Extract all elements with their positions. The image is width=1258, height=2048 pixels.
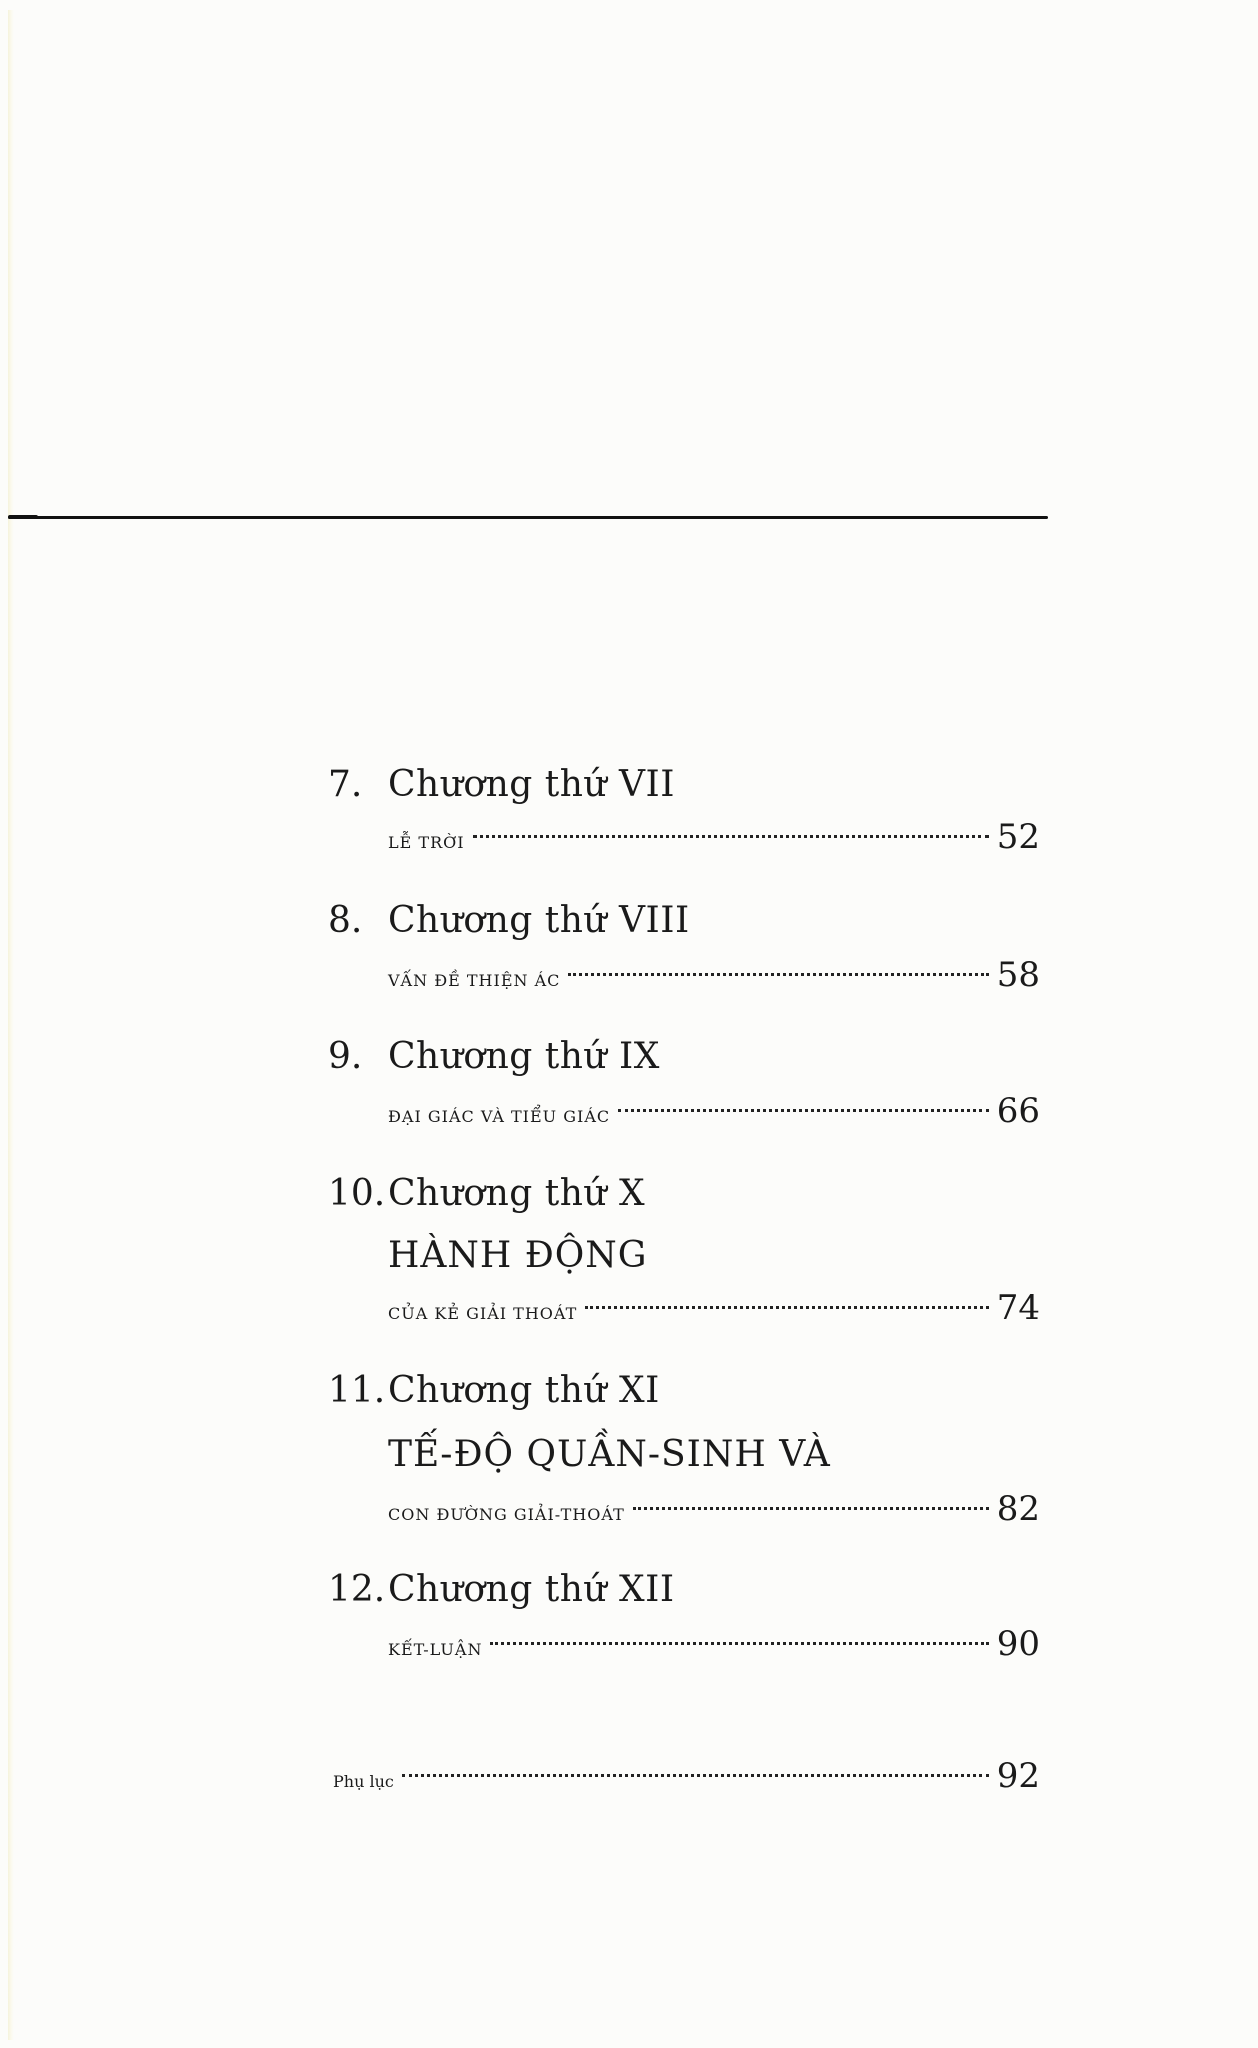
dot-leader <box>633 1507 989 1510</box>
dot-leader <box>585 1306 988 1309</box>
page-number: 90 <box>996 1624 1040 1664</box>
page-edge <box>8 10 14 2040</box>
page-number: 92 <box>996 1756 1040 1796</box>
chapter-title: TẾ-ĐỘ QUẦN-SINH VÀ <box>388 1434 831 1475</box>
entry-number: 8. <box>328 900 363 941</box>
chapter-title: ĐẠI GIÁC VÀ TIỂU GIÁC <box>388 1107 611 1126</box>
entry-number: 12. <box>328 1569 386 1610</box>
chapter-heading: Chương thứ IX <box>388 1036 660 1077</box>
chapter-heading: Chương thứ XI <box>388 1370 660 1411</box>
chapter-heading: Chương thứ XII <box>388 1569 675 1610</box>
chapter-heading: Chương thứ X <box>388 1173 646 1214</box>
chapter-heading: Chương thứ VIII <box>388 900 690 941</box>
entry-number: 11. <box>328 1370 386 1411</box>
entry-number: 10. <box>328 1173 386 1214</box>
chapter-title: HÀNH ĐỘNG <box>388 1235 648 1276</box>
chapter-title: CỦA KẺ GIẢI THOÁT <box>388 1304 578 1323</box>
page-number: 74 <box>996 1288 1040 1328</box>
entry-number: 7. <box>328 764 363 805</box>
page-number: 82 <box>996 1489 1040 1529</box>
dot-leader <box>568 973 988 976</box>
chapter-title: LỄ TRỜI <box>388 833 465 852</box>
dot-leader <box>402 1774 989 1777</box>
page-number: 66 <box>996 1091 1040 1131</box>
toc-title-row[interactable] <box>388 1288 1040 1348</box>
toc-title-row[interactable] <box>388 1624 1040 1684</box>
dot-leader <box>473 835 989 838</box>
chapter-title: VẤN ĐỀ THIỆN ÁC <box>388 971 561 990</box>
page-number: 58 <box>996 955 1040 995</box>
page-number: 52 <box>996 817 1040 857</box>
horizontal-rule <box>8 516 1048 519</box>
toc-title-row[interactable] <box>388 1489 1040 1549</box>
toc-title-row[interactable] <box>388 1091 1040 1151</box>
entry-number: 9. <box>328 1036 363 1077</box>
toc-title-row[interactable] <box>388 955 1040 1015</box>
chapter-heading: Chương thứ VII <box>388 764 675 805</box>
dot-leader <box>618 1109 989 1112</box>
dot-leader <box>490 1642 988 1645</box>
chapter-title: CON ĐƯỜNG GIẢI-THOÁT <box>388 1505 625 1524</box>
appendix-label: Phụ lục <box>333 1772 394 1791</box>
chapter-title: KẾT-LUẬN <box>388 1640 483 1659</box>
toc-title-row[interactable] <box>388 817 1040 877</box>
toc-appendix-row[interactable] <box>333 1756 1040 1816</box>
